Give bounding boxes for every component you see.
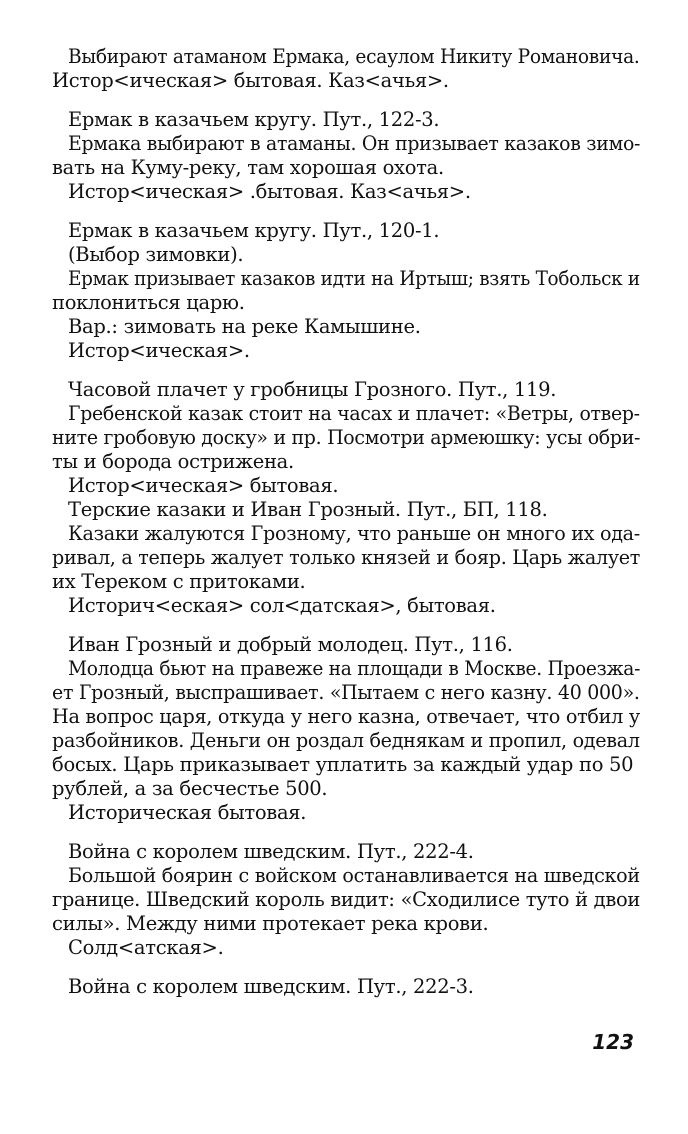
text-line: Казаки жалуются Грозному, что раньше он много их ода- <box>68 522 640 545</box>
text-line: ните гробовую доску» и пр. Посмотри армеюшку: усы обри- <box>52 426 641 449</box>
text-line: рублей, а за бесчестье 500. <box>52 777 328 800</box>
entry-heading: Война с королем шведским. Пут., 222-4. <box>68 840 474 863</box>
entry-heading: Иван Грозный и добрый молодец. Пут., 116. <box>68 633 513 656</box>
text-line: Солд<атская>. <box>68 936 224 959</box>
text-line: Истор<ическая> бытовая. Каз<ачья>. <box>52 69 449 92</box>
text-line: их Тереком с притоками. <box>52 570 306 593</box>
text-line: На вопрос царя, откуда у него казна, отвечает, что отбил у <box>52 705 640 728</box>
text-line: босых. Царь приказывает уплатить за каждый удар по 50 <box>52 753 634 776</box>
text-line: Молодца бьют на правеже на площади в Москве. Проезжа- <box>68 657 641 680</box>
text-line: ет Грозный, выспрашивает. «Пытаем с него казну. 40 000». <box>52 681 640 704</box>
text-line: разбойников. Деньги он роздал беднякам и пропил, одевал <box>52 729 640 752</box>
text-line: поклониться царю. <box>52 291 245 314</box>
text-line: Историческая бытовая. <box>68 801 307 824</box>
text-line: Истор<ическая> .бытовая. Каз<ачья>. <box>68 180 471 203</box>
text-line: ривал, а теперь жалует только князей и бояр. Царь жалует <box>52 546 641 569</box>
text-line: силы». Между ними протекает река крови. <box>52 912 489 935</box>
entry-heading: Война с королем шведским. Пут., 222-3. <box>68 975 474 998</box>
text-line: границе. Шведский король видит: «Сходилисе туто й двои <box>52 888 641 911</box>
entry-heading: Ермак в казачьем кругу. Пут., 120-1. <box>68 219 440 242</box>
entry-heading: Часовой плачет у гробницы Грозного. Пут., 119. <box>68 378 557 401</box>
text-line: Ермак призывает казаков идти на Иртыш; взять Тобольск и <box>68 267 640 290</box>
text-line: Гребенской казак стоит на часах и плачет: «Ветры, отвер- <box>68 402 640 425</box>
text-line: (Выбор зимовки). <box>68 243 244 266</box>
entry-heading: Терские казаки и Иван Грозный. Пут., БП, 118. <box>68 498 548 521</box>
text-line: вать на Куму-реку, там хорошая охота. <box>52 156 444 179</box>
entry-heading: Ермак в казачьем кругу. Пут., 122-3. <box>68 108 440 131</box>
text-line: ты и борода острижена. <box>52 450 294 473</box>
text-line: Вар.: зимовать на реке Камышине. <box>68 315 421 338</box>
text-line: Выбирают атаманом Ермака, есаулом Никиту Романовича. <box>68 45 640 68</box>
page-number: 123 <box>592 1030 634 1054</box>
text-line: Истор<ическая>. <box>68 339 250 362</box>
text-line: Историч<еская> сол<датская>, бытовая. <box>68 594 496 617</box>
text-line: Истор<ическая> бытовая. <box>68 474 339 497</box>
text-line: Большой боярин с войском останавливается на шведской <box>68 864 640 887</box>
text-line: Ермака выбирают в атаманы. Он призывает казаков зимо- <box>68 132 641 155</box>
